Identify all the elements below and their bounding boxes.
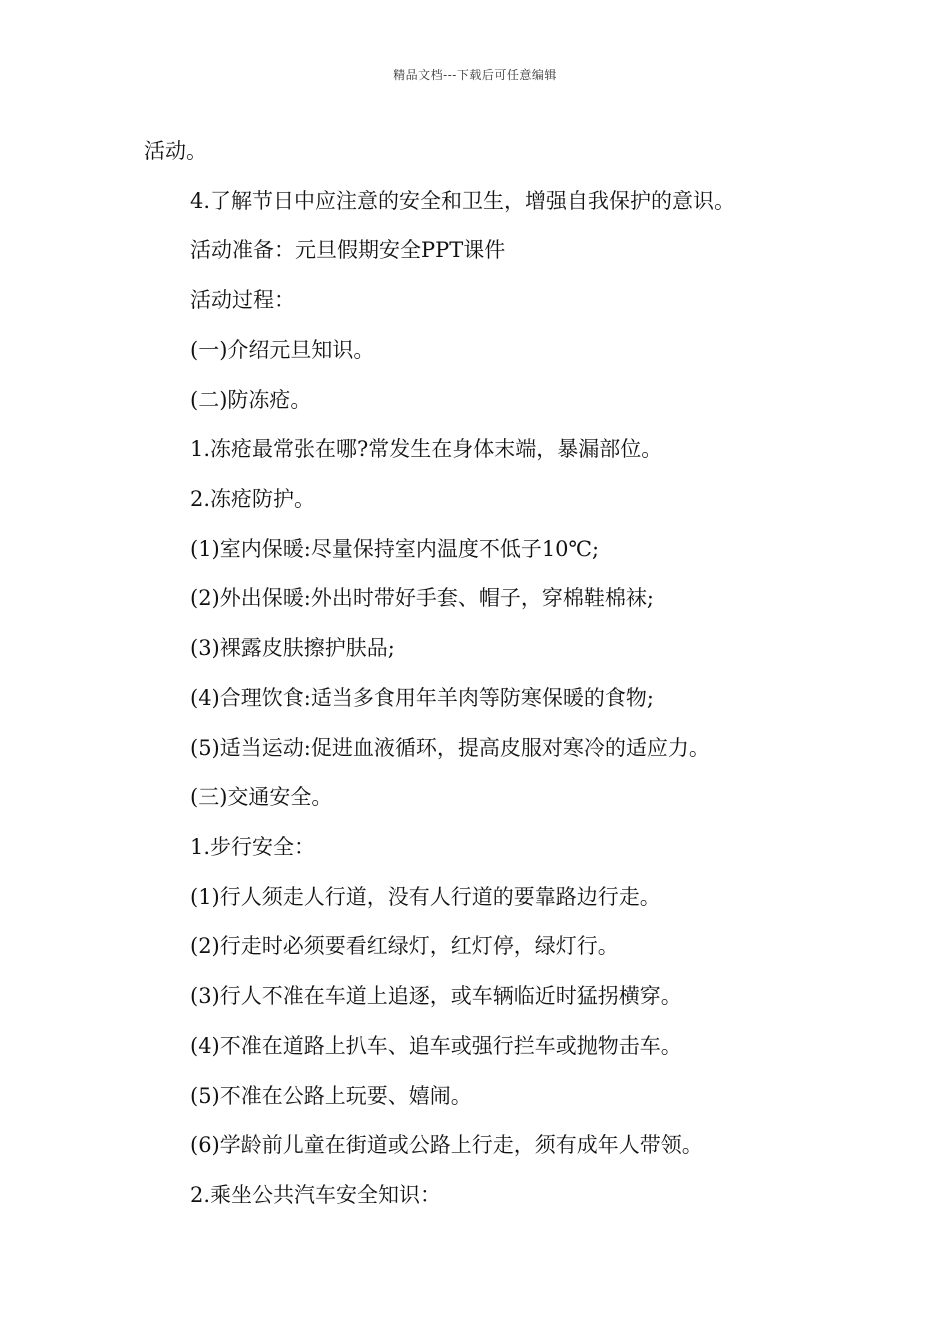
page-header: 精品文档---下载后可任意编辑 (393, 68, 557, 82)
paragraph-line: (二)防冻疮。 (190, 388, 312, 412)
paragraph-line: (6)学龄前儿童在街道或公路上行走，须有成年人带领。 (190, 1133, 703, 1157)
paragraph-line: (3)裸露皮肤擦护肤品; (190, 636, 395, 660)
paragraph-line: 活动准备：元旦假期安全PPT课件 (190, 238, 506, 262)
paragraph-line: (2)外出保暖:外出时带好手套、帽子，穿棉鞋棉袜; (190, 586, 654, 610)
paragraph-line: 4.了解节日中应注意的安全和卫生，增强自我保护的意识。 (190, 189, 736, 213)
paragraph-line: 活动。 (144, 139, 207, 163)
paragraph-line: 1.冻疮最常张在哪?常发生在身体末端，暴漏部位。 (190, 437, 663, 461)
paragraph-line: (1)室内保暖:尽量保持室内温度不低子10℃; (190, 537, 600, 561)
paragraph-line: (1)行人须走人行道，没有人行道的要靠路边行走。 (190, 885, 661, 909)
paragraph-line: (4)不准在道路上扒车、追车或强行拦车或抛物击车。 (190, 1034, 682, 1058)
paragraph-line: 2.乘坐公共汽车安全知识： (190, 1183, 442, 1207)
paragraph-line: (4)合理饮食:适当多食用年羊肉等防寒保暖的食物; (190, 686, 654, 710)
paragraph-line: 2.冻疮防护。 (190, 487, 316, 511)
paragraph-line: (3)行人不准在车道上追逐，或车辆临近时猛拐横穿。 (190, 984, 682, 1008)
paragraph-line: (三)交通安全。 (190, 785, 333, 809)
paragraph-line: (5)适当运动:促进血液循环，提高皮服对寒冷的适应力。 (190, 736, 710, 760)
paragraph-line: (一)介绍元旦知识。 (190, 338, 375, 362)
paragraph-line: (2)行走时必须要看红绿灯，红灯停，绿灯行。 (190, 934, 619, 958)
paragraph-line: 活动过程： (190, 288, 295, 312)
paragraph-line: (5)不准在公路上玩要、嬉闹。 (190, 1084, 472, 1108)
paragraph-line: 1.步行安全： (190, 835, 316, 859)
